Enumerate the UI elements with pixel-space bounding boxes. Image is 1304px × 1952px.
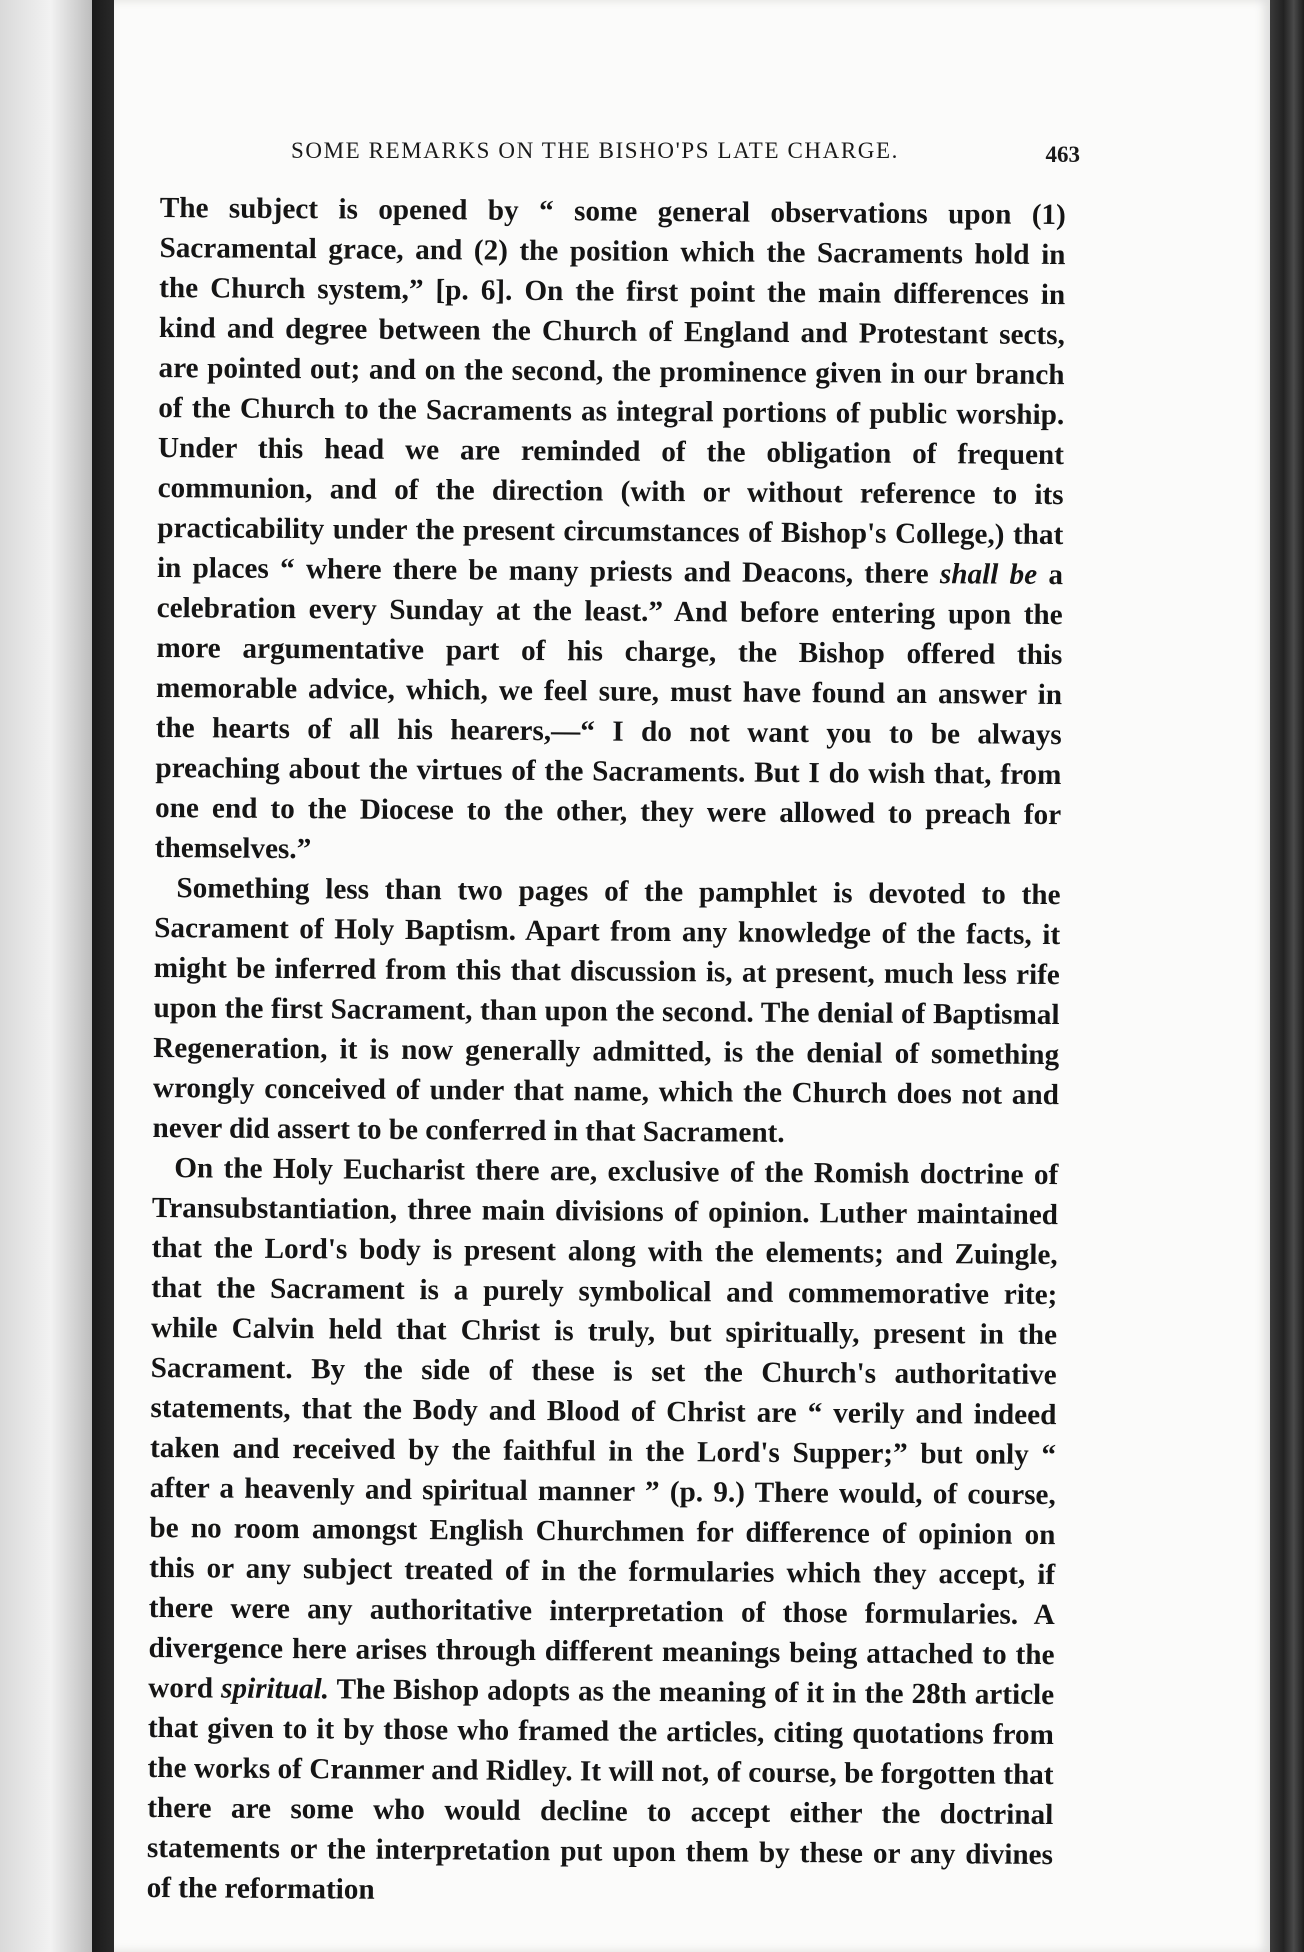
paragraph-segment: a celebration every Sunday at the least.” And before entering upon the more argumentative part of his charge, the Bishop offered this memorable advice, which, we feel sure, must have found an answer in the hearts of all his hearers,—“ I do not want you to be always preaching about the virtues of the Sacraments. But I do wish that, from one end to the Diocese to the other, they were allowed to preach for themselves.”: [154, 558, 1064, 866]
page-header: [176, 138, 1080, 178]
book-spine-edge: [1270, 0, 1304, 1952]
italic-emphasis: shall be: [939, 558, 1038, 591]
paragraph-segment: The subject is opened by “ some general observations upon (1) Sacramental grace, and (2) the position which the Sacraments hold in the Church system,” [p. 6]. On the first point the main differences in kind and degree between the Church of England and Protestant sects, are pointed out; and on the second, the prominence given in our branch of the Church to the Sacraments as integral portions of public worship. Under this head we are reminded of the obligation of frequent communion, and of the direction (with or without reference to its practicability under the present circumstances of Bishop's College,) that in places “ where there be many priests and Deacons, there: [156, 191, 1066, 591]
italic-emphasis: spiritual.: [220, 1672, 330, 1706]
paragraph-segment: The Bishop adopts as the meaning of it in the 28th article that given to it by those who framed the articles, citing quotations from the works of Cranmer and Ridley. It will not, of course, be forgotten that there are some who would decline to accept either the doctrinal statements or the interpretation put upon them by these or any divines of the reformation: [146, 1673, 1055, 1906]
paragraph-1: [155, 188, 1066, 875]
paragraph-3: [146, 1148, 1058, 1915]
running-head: SOME REMARKS ON THE BISHO'PS LATE CHARGE.: [291, 138, 899, 163]
page-number: 463: [1045, 142, 1080, 167]
facing-page-edge: [0, 0, 92, 1952]
body-text: [146, 188, 1065, 1915]
paragraph-segment: Something less than two pages of the pamphlet is devoted to the Sacrament of Holy Baptism. Apart from any knowledge of the facts, it might be inferred from this that discussion is, at present, much less rife upon the first Sacrament, than upon the second. The denial of Baptismal Regeneration, it is now generally admitted, is the denial of something wrongly conceived of under that name, which the Church does not and never did assert to be conferred in that Sacrament.: [152, 872, 1061, 1149]
paragraph-2: [152, 868, 1060, 1155]
paragraph-segment: On the Holy Eucharist there are, exclusive of the Romish doctrine of Transubstantiation, three main divisions of opinion. Luther maintained that the Lord's body is present along with the elements; and Zuingle, that the Sacrament is a purely symbolical and commemorative rite; while Calvin held that Christ is truly, but spiritually, present in the Sacrament. By the side of these is set the Church's authoritative statements, that the Body and Blood of Christ are “ verily and indeed taken and received by the faithful in the Lord's Supper;” but only “ after a heavenly and spiritual manner ” (p. 9.) There would, of course, be no room amongst English Churchmen for difference of opinion on this or any subject treated of in the formularies which they accept, if there were any authoritative interpretation of those formularies. A divergence here arises through different meanings being attached to the word: [148, 1152, 1059, 1705]
